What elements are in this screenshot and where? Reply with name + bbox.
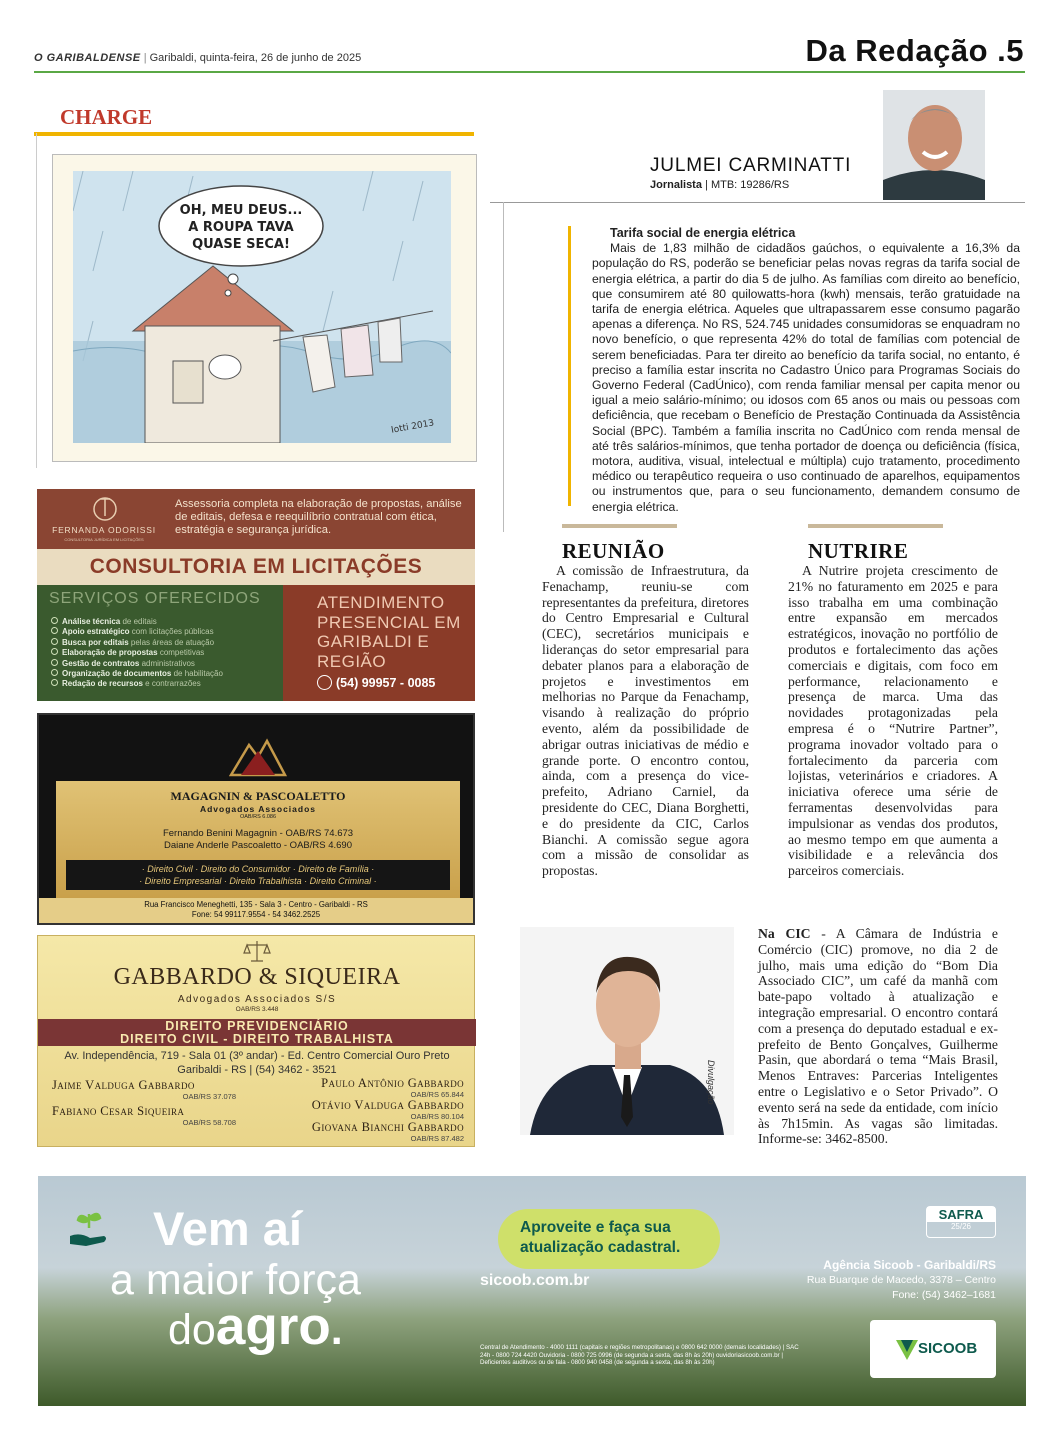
gabbardo-city: Garibaldi - RS | (54) 3462 - 3521 — [177, 1064, 337, 1076]
dateline: Garibaldi, quinta-feira, 26 de junho de 2025 — [149, 52, 362, 64]
reuniao-marker — [562, 524, 677, 528]
services-list — [51, 617, 223, 690]
nutrire-body: A Nutrire projeta crescimento de 21% no faturamento em 2025 e para isso trabalha em uma combinação entre expansão em mercados estratégicos, inovação no portfólio de produtos e fortalecimento das ações comerciais e digitais, com foco em performance, relacionamento e presença de marca. Uma das novidades protagonizadas pela empresa é o “Nutrire Partner”, programa inovador voltado para o fortalecimento da parceria com lojistas, veterinários e criadores. A iniciativa oferece uma série de ferramentas desenvolvidas para impulsionar as vendas dos produtos, ao mesmo tempo em que aumenta a visibilidade e a relevância dos parceiros comerciais. — [788, 563, 998, 879]
ad-magagnin[interactable] — [37, 713, 475, 925]
bubble-line-1: OH, MEU DEUS... — [179, 203, 303, 218]
services-title: SERVIÇOS OFERECIDOS — [49, 590, 261, 607]
section-title: Da Redação .5 — [805, 33, 1024, 68]
cic-body: - A Câmara de Indústria e Comércio (CIC) promove, no dia 2 de julho, mais uma edição do “Bom Dia Associado CIC”, um café da manhã com bate-papo voltado à atualização e integração empresarial. O encontro contará com a presença do deputado estadual e ex-prefeito de Bento Gonçalves, Guilherme Pasin, que abordará o tema “Mais Brasil, Menos Entraves: Parcerias Inteligentes entre o Legislativo e o Setor Privado”. O evento será na sede da entidade, com início às 7h15min. As vagas são limitadas. Informe-se: 3462-8500. — [758, 926, 998, 1147]
cartoon — [52, 154, 477, 462]
columnist-photo — [883, 90, 985, 200]
columnist-portrait — [883, 90, 985, 200]
service-item: Gestão de contratos administrativos — [51, 659, 223, 669]
service-item: Apoio estratégico com licitações públicas — [51, 627, 223, 637]
page-number: .5 — [997, 33, 1024, 68]
gabbardo-subtitle: Advogados Associados S/S — [177, 994, 337, 1005]
publication-dateline: O GARIBALDENSE | Garibaldi, quinta-feira, 26 de junho de 2025 — [34, 52, 362, 64]
bubble-line-3: QUASE SECA! — [192, 237, 290, 252]
cartoon-drawing — [73, 171, 451, 443]
check-icon — [51, 617, 58, 624]
magagnin-lawyer-1: Fernando Benini Magagnin - OAB/RS 74.673 — [162, 828, 354, 839]
check-icon — [51, 669, 58, 676]
magagnin-address: Rua Francisco Meneghetti, 135 - Sala 3 - Centro - Garibaldi - RS — [144, 900, 368, 909]
magagnin-lawyer-2: Daiane Anderle Pascoaletto - OAB/RS 4.690 — [163, 840, 352, 851]
gabbardo-practice-band: DIREITO PREVIDENCIÁRIO DIREITO CIVIL - DIREITO TRABALHISTA — [38, 1019, 476, 1046]
agency-street: Rua Buarque de Macedo, 3378 – Centro — [806, 1274, 996, 1286]
magagnin-areas: · Direito Civil · Direito do Consumidor · Direito de Família · · Direito Empresarial · Direito Trabalhista · Direito Criminal · — [66, 860, 450, 890]
magagnin-firm: MAGAGNIN & PASCOALETTO — [170, 789, 346, 803]
column-title: Tarifa social de energia elétrica — [610, 226, 796, 240]
column-divider — [36, 133, 37, 468]
service-item: Busca por editais pelas áreas de atuação — [51, 638, 223, 648]
agency-phone: Fone: (54) 3462–1681 — [892, 1289, 996, 1301]
charge-label: CHARGE — [60, 105, 153, 129]
columnist-role: Jornalista | MTB: 19286/RS — [650, 179, 790, 191]
odorissi-logo-icon — [92, 494, 118, 522]
odorissi-phone: (54) 99957 - 0085 — [317, 675, 435, 690]
safra-badge: SAFRA 25/26 — [926, 1206, 996, 1238]
bubble-line-2: A ROUPA TAVA — [188, 220, 294, 235]
banner-line-1: Vem aí — [153, 1202, 302, 1255]
odorissi-attendance — [283, 585, 475, 701]
nutrire-article — [788, 563, 998, 879]
sicoob-logo: SICOOB — [870, 1320, 996, 1378]
ad-gabbardo[interactable] — [37, 935, 475, 1147]
plant-hand-icon — [68, 1206, 110, 1252]
odorissi-brand: FERNANDA ODORISSI — [52, 525, 156, 535]
agency-info — [807, 1258, 996, 1303]
odorissi-headline: CONSULTORIA EM LICITAÇÕES — [37, 549, 475, 585]
column-body: Mais de 1,83 milhão de cidadãos gaúchos, o equivalente a 16,3% da população do RS, poderão se beneficiar pelas novas regras da tarifa social de energia elétrica, a partir do dia 5 de julho. As famílias com direito ao benefício, que consumirem até 80 quilowatts-hora (kwh) mensais, terão gratuidade na tarifa de energia elétrica. Aqueles que ultrapassarem esse consumo pagarão apenas a diferença. No RS, 524.745 unidades consumidoras se enquadram no novo benefício, o que representa 42% do total de famílias com potencial de serem beneficiadas. Para ter direito ao benefício da tarifa social, no entanto, é preciso a família estar inscrita no Cadastro Único para Programas Sociais do Governo Federal (CadÚnico), com renda familiar mensal per capita menor ou igual a meio salário-mínimo; ou idosos com 65 anos ou mais ou pessoas com deficiência, que recebam o Benefício de Prestação Continuada da Assistência Social (BPC). Também a família inscrita no CadÚnico com renda mensal de até três salários-mínimos, que tenha portador de doença ou deficiência (física, motora, auditiva, visual, intelectual e múltipla) cujo tratamento, procedimento médico ou terapêutico requeira o uso continuado de aparelhos, equipamentos ou instrumentos que, para o seu funcionamento, demandem consumo de energia elétrica. — [592, 241, 1020, 514]
column-accent-bar — [568, 226, 571, 506]
magagnin-panel — [56, 781, 460, 899]
magagnin-lawyers — [56, 828, 460, 852]
banner-line-3: doagro. — [168, 1297, 343, 1356]
odorissi-brand-sub: CONSULTORIA JURÍDICA EM LICITAÇÕES — [64, 537, 144, 542]
cartoon-signature: Iotti 2013 — [390, 418, 435, 436]
reuniao-body: A comissão de Infraestrutura, da Fenachamp, reuniu-se com representantes da prefeitura, diretores do Centro Empresarial e Cultural (CEC), secretários municipais e lideranças do setor empresarial para debater planos para a elaboração de projetos e investimentos em melhorias no Parque da Fenachamp, visando à realização do próprio evento, além da possibilidade de abrigar outras iniciativas de médio e grande porte. O encontro contou, ainda, com a presença do vice-prefeito, Adriano Carniel, da presidente do CEC, Diana Borghetti, e do presidente da CIC, Carlos Bianchi. A comissão segue agora com a missão de consolidar as propostas. — [542, 563, 749, 879]
check-icon — [51, 679, 58, 686]
banner-line-2: a maior força — [110, 1256, 361, 1304]
gabbardo-lawyer: Jaime Valduga Gabbardo OAB/RS 37.078 — [52, 1078, 236, 1101]
fineprint: Central de Atendimento - 4000 1111 (capitais e regiões metropolitanas) e 0800 642 0000 (demais localidades) | SAC 24h - 0800 724 4420 Ouvidoria - 0800 725 0996 (de segunda a sexta, das 8h às 20h) ouvidoriasicoob.com.br | Deficientes auditivos ou de fala - 0800 940 0458 (de segunda a sexta, das 8h às 20h) — [480, 1344, 799, 1367]
gabbardo-lawyer: Giovana Bianchi Gabbardo OAB/RS 87.482 — [311, 1120, 464, 1143]
gabbardo-firm: GABBARDO & SIQUEIRA — [113, 964, 401, 990]
attendance-text: ATENDIMENTO PRESENCIAL EM GARIBALDI E REGIÃO — [317, 593, 461, 671]
gabbardo-address-block — [38, 1049, 476, 1077]
nutrire-title: NUTRIRE — [808, 539, 909, 563]
cic-lead: Na CIC — [758, 926, 811, 941]
gabbardo-lawyer: Paulo Antônio Gabbardo OAB/RS 65.844 — [321, 1076, 464, 1099]
scales-icon — [243, 939, 271, 963]
charge-underline — [34, 132, 474, 136]
column-article — [592, 226, 1020, 515]
sicoob-logo-icon — [896, 1340, 918, 1360]
ad-odorissi[interactable] — [37, 489, 475, 701]
photo-credit: Divulgação — [706, 1060, 716, 1105]
mountain-logo-icon — [229, 735, 287, 779]
whatsapp-icon — [317, 675, 332, 690]
reuniao-article — [542, 563, 749, 879]
service-item: Redação de recursos e contrarrazões — [51, 679, 223, 689]
cic-photo — [520, 927, 734, 1135]
column-rule — [490, 202, 1025, 203]
nutrire-marker — [808, 524, 943, 528]
service-item: Organização de documentos de habilitação — [51, 669, 223, 679]
sicoob-url[interactable]: sicoob.com.br — [480, 1272, 590, 1289]
update-cta[interactable]: Aproveite e faça sua atualização cadastral. — [498, 1209, 720, 1269]
gabbardo-address: Av. Independência, 719 - Sala 01 (3º andar) - Ed. Centro Comercial Ouro Preto — [64, 1050, 450, 1062]
gabbardo-lawyer: Otávio Valduga Gabbardo OAB/RS 80.104 — [311, 1098, 464, 1121]
check-icon — [51, 638, 58, 645]
magagnin-phones: Fone: 54 99117.9554 - 54 3462.2525 — [191, 910, 321, 919]
sicoob-banner[interactable] — [38, 1176, 1026, 1406]
cic-article — [758, 926, 998, 1147]
service-item: Elaboração de propostas competitivas — [51, 648, 223, 658]
reuniao-title: REUNIÃO — [562, 539, 665, 563]
columnist-name: JULMEI CARMINATTI — [650, 155, 852, 176]
column-vertical-rule — [503, 202, 504, 532]
check-icon — [51, 648, 58, 655]
magagnin-contact — [39, 898, 473, 923]
gabbardo-oab: OAB/RS 3.448 — [235, 1006, 279, 1013]
odorissi-tagline: Assessoria completa na elaboração de propostas, análise de editais, defesa e reequilíbrio contratual com ética, estratégia e segurança jurídica. — [175, 498, 462, 536]
cartoon-illustration — [73, 171, 451, 443]
header-rule — [34, 71, 1025, 73]
check-icon — [51, 659, 58, 666]
guest-portrait — [520, 927, 734, 1135]
service-item: Análise técnica de editais — [51, 617, 223, 627]
magagnin-subtitle: Advogados Associados — [199, 804, 317, 814]
gabbardo-lawyer: Fabiano Cesar Siqueira OAB/RS 58.708 — [52, 1104, 236, 1127]
magagnin-oab: OAB/RS 6.086 — [239, 814, 277, 820]
odorissi-services — [37, 585, 283, 701]
ad-odorissi-header — [37, 489, 475, 549]
check-icon — [51, 627, 58, 634]
publication-name: O GARIBALDENSE — [34, 52, 141, 64]
agency-name: Agência Sicoob - Garibaldi/RS — [823, 1258, 996, 1272]
